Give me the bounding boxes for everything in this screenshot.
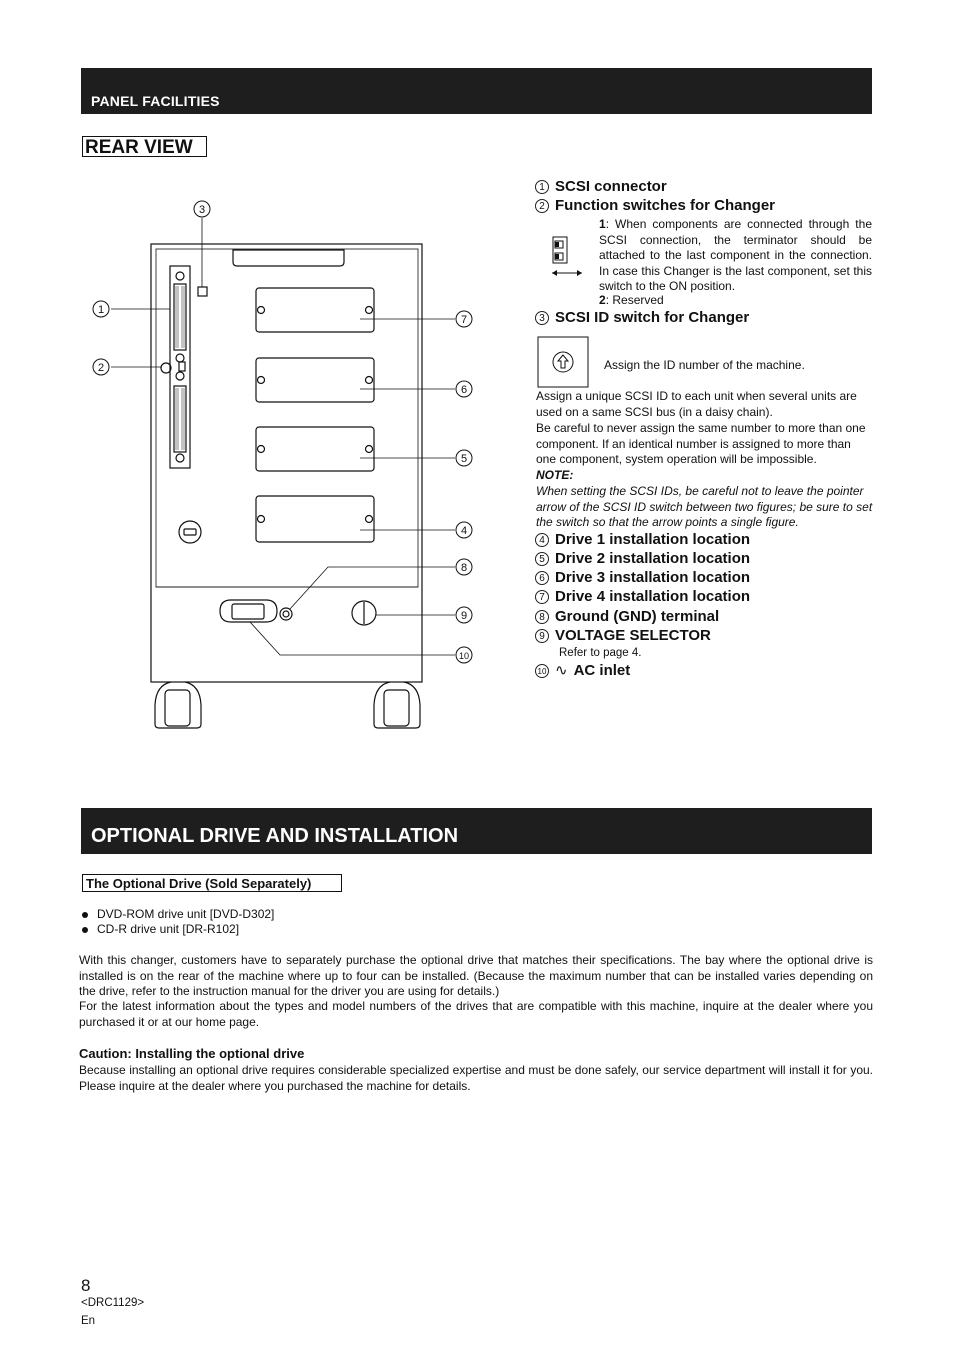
caution-title: Caution: Installing the optional drive bbox=[79, 1046, 305, 1061]
optional-para1: With this changer, customers have to separately purchase the optional drive that matches their specifications. The bay where the optional drive is installed is on the rear of the machine where up to four can be installed. (Because the maximum number that can be installed varies depending on the drive, refer to the instruction manual for the driver you are using for details.) bbox=[79, 953, 873, 998]
voltage-reference: Refer to page 4. bbox=[559, 647, 642, 659]
optional-drive-subtitle: The Optional Drive (Sold Separately) bbox=[82, 874, 342, 892]
callout-3 bbox=[194, 201, 210, 217]
item-voltage-selector: 9 VOLTAGE SELECTOR bbox=[535, 627, 711, 644]
page-number: 8 bbox=[81, 1276, 91, 1295]
item-drive-3: 6 Drive 3 installation location bbox=[535, 569, 750, 586]
callout-10 bbox=[456, 647, 472, 663]
item-scsi-connector: 1 SCSI connector bbox=[535, 178, 667, 195]
item-drive-4: 7 Drive 4 installation location bbox=[535, 588, 750, 605]
bullet-icon bbox=[82, 912, 88, 918]
caution-text: Because installing an optional drive requires considerable specialized expertise and must be done safely, our service department will install it for you. Please inquire at the dealer where you purchased the machine for details. bbox=[79, 1063, 873, 1093]
scsi-id-switch bbox=[198, 287, 207, 296]
svg-text:6: 6 bbox=[460, 384, 468, 396]
drive-bay-1 bbox=[256, 496, 374, 542]
drive-bay-2 bbox=[256, 427, 374, 471]
callout-4 bbox=[456, 522, 472, 538]
rear-view-title: REAR VIEW bbox=[82, 136, 207, 157]
key-lock bbox=[179, 521, 201, 543]
callout-6 bbox=[456, 381, 472, 397]
language-code: En bbox=[81, 1315, 96, 1327]
scsi-id-para1: Assign a unique SCSI ID to each unit when several units are used on a same SCSI bus (in a daisy chain). bbox=[536, 389, 857, 419]
list-item: DVD-ROM drive unit [DVD-D302] bbox=[82, 907, 274, 921]
list-item: CD-R drive unit [DR-R102] bbox=[82, 922, 239, 936]
note-text: When setting the SCSI IDs, be careful not to leave the pointer arrow of the SCSI ID switch between two figures; be sure to set the switch so that the arrow points a single figure. bbox=[536, 484, 873, 529]
callout-8 bbox=[456, 559, 472, 575]
function-switch-1-desc: 1: When components are connected through the SCSI connection, the terminator should be attached to the last component in the connection. In case this Changer is the last component, set this switch to the ON position. bbox=[599, 217, 872, 293]
callout-9 bbox=[456, 607, 472, 623]
callout-7 bbox=[456, 311, 472, 327]
handle bbox=[233, 250, 344, 266]
scsi-id-switch-icon bbox=[537, 336, 589, 388]
rear-view-diagram bbox=[80, 190, 500, 735]
function-switch-icon bbox=[550, 236, 586, 280]
drive-bay-4 bbox=[256, 288, 374, 332]
item-drive-2: 5 Drive 2 installation location bbox=[535, 550, 750, 567]
svg-text:10: 10 bbox=[458, 651, 470, 661]
bullet-icon bbox=[82, 927, 88, 933]
item-function-switches: 2 Function switches for Changer bbox=[535, 197, 775, 214]
foot-left bbox=[155, 682, 201, 728]
drive-bay-3 bbox=[256, 358, 374, 402]
svg-text:7: 7 bbox=[460, 314, 468, 326]
callout-1 bbox=[93, 301, 109, 317]
document-code: <DRC1129> bbox=[81, 1297, 145, 1309]
svg-text:4: 4 bbox=[460, 525, 468, 537]
item-ac-inlet: 10 ∿ AC inlet bbox=[535, 661, 630, 679]
svg-text:5: 5 bbox=[460, 453, 468, 465]
scsi-id-para2: Be careful to never assign the same number to more than one component. If an identical number is assigned to more than one component, system operation will be impossible. bbox=[536, 421, 866, 466]
ac-symbol-icon: ∿ bbox=[555, 662, 568, 679]
item-ground-terminal: 8 Ground (GND) terminal bbox=[535, 608, 719, 625]
callout-2 bbox=[93, 359, 109, 375]
optional-para2: For the latest information about the types and model numbers of the drives that are compatible with this machine, inquire at the dealer where you purchased it or at our home page. bbox=[79, 999, 873, 1029]
section-header-label: OPTIONAL DRIVE AND INSTALLATION bbox=[91, 825, 459, 847]
scsi-id-caption: Assign the ID number of the machine. bbox=[604, 358, 805, 372]
item-drive-1: 4 Drive 1 installation location bbox=[535, 531, 750, 548]
section-header-label: PANEL FACILITIES bbox=[91, 93, 220, 109]
svg-text:3: 3 bbox=[198, 204, 206, 216]
scsi-connector-strip bbox=[170, 266, 190, 468]
svg-text:9: 9 bbox=[460, 610, 468, 622]
svg-text:2: 2 bbox=[97, 362, 105, 374]
function-switch bbox=[179, 362, 185, 371]
function-switch-2-desc: 2: Reserved bbox=[599, 293, 664, 307]
cabinet-body bbox=[151, 244, 422, 682]
foot-right bbox=[374, 682, 420, 728]
item-scsi-id-switch: 3 SCSI ID switch for Changer bbox=[535, 309, 749, 326]
svg-text:1: 1 bbox=[97, 304, 105, 316]
section-header-optional-drive bbox=[81, 808, 872, 854]
note-label: NOTE: bbox=[536, 468, 574, 482]
svg-text:8: 8 bbox=[460, 562, 468, 574]
section-header-panel-facilities bbox=[81, 68, 872, 114]
callout-5 bbox=[456, 450, 472, 466]
ground-terminal bbox=[280, 608, 292, 620]
cabinet-inner-panel bbox=[156, 249, 418, 587]
